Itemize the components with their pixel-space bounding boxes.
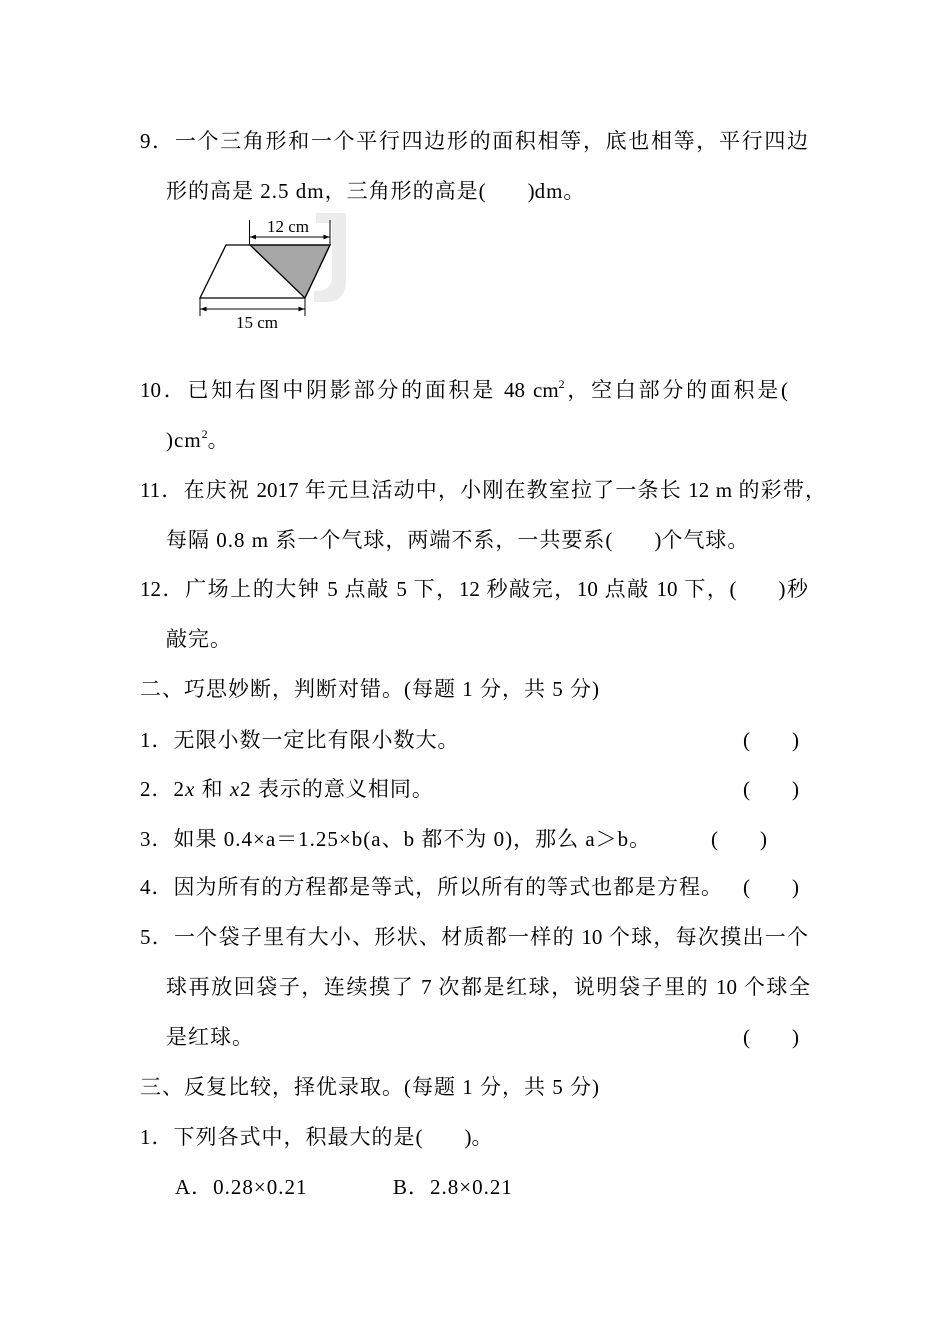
question-11-end: 个气球。: [661, 528, 750, 552]
question-9-answer-blank: ( ): [478, 179, 535, 203]
judgement-5-line-3: 是红球。: [166, 1025, 254, 1049]
item-number: 2．: [140, 777, 174, 801]
statement-text: 2 表示的意义相同。: [240, 777, 434, 801]
judgement-1: 1．无限小数一定比有限小数大。: [140, 728, 460, 752]
option-a: A．0.28×0.21: [175, 1175, 308, 1199]
question-10-text: ，空白部分的面积是(: [564, 378, 788, 402]
question-10-unit: )cm: [166, 428, 202, 452]
statement-text: 和: [195, 777, 230, 801]
question-10-text: 10．已知右图中阴影部分的面积是 48 cm: [140, 378, 559, 402]
question-10-line-1: [140, 378, 788, 402]
question-12-line-2: 敲完。: [166, 627, 232, 651]
judgement-5-answer-blank: ( ): [743, 1025, 799, 1049]
question-9-line-1: 9．一个三角形和一个平行四边形的面积相等，底也相等，平行四边: [140, 129, 808, 153]
judgement-3: 3．如果 0.4×a＝1.25×b(a、b 都不为 0)，那么 a＞b。: [140, 827, 652, 851]
choice-answer-blank: ( ): [415, 1125, 472, 1149]
variable-x: x: [229, 777, 241, 801]
expression-text: 2: [173, 777, 185, 801]
question-11-answer-blank: ( ): [605, 528, 662, 552]
judgement-2-answer-blank: ( ): [743, 777, 799, 801]
arrowhead: [324, 235, 330, 240]
question-12-text: 12．广场上的大钟 5 点敲 5 下，12 秒敲完，10 点敲 10 下，: [140, 577, 730, 601]
choice-question-text: 1．下列各式中，积最大的是: [140, 1125, 416, 1149]
judgement-2: [140, 777, 434, 801]
judgement-5-line-1: 5．一个袋子里有大小、形状、材质都一样的 10 个球，每次摸出一个: [140, 925, 808, 949]
superscript-2: 2: [558, 377, 565, 391]
question-10-line-2: [166, 428, 230, 452]
parallelogram-figure: [190, 205, 360, 335]
judgement-4: 4．因为所有的方程都是等式，所以所有的等式也都是方程。: [140, 875, 722, 899]
question-12-line-1: [140, 577, 808, 601]
arrowhead: [201, 307, 207, 312]
arrowhead: [250, 235, 256, 240]
option-b: B．2.8×0.21: [393, 1175, 513, 1199]
bottom-length-label: 15 cm: [235, 313, 279, 332]
question-11-text: 每隔 0.8 m 系一个气球，两端不系，一共要系: [166, 528, 606, 552]
question-10-end: 。: [207, 428, 230, 452]
question-12-answer-blank: ( ): [729, 577, 786, 601]
arrowhead: [299, 307, 305, 312]
section-2-heading: 二、巧思妙断，判断对错。(每题 1 分，共 5 分): [140, 677, 600, 701]
choice-question-1: [140, 1125, 494, 1149]
question-9-unit: dm。: [534, 179, 586, 203]
section-3-heading: 三、反复比较，择优录取。(每题 1 分，共 5 分): [140, 1075, 600, 1099]
judgement-4-answer-blank: ( ): [743, 875, 799, 899]
judgement-1-answer-blank: ( ): [743, 728, 799, 752]
variable-x: x: [185, 777, 196, 801]
question-9-line-2: [166, 179, 585, 203]
judgement-5-line-2: 球再放回袋子，连续摸了 7 次都是红球，说明袋子里的 10 个球全: [166, 975, 810, 999]
question-12-unit: 秒: [785, 577, 809, 601]
superscript-2: 2: [201, 427, 208, 441]
question-11-line-2: [166, 528, 749, 552]
question-11-line-1: 11．在庆祝 2017 年元旦活动中，小刚在教室拉了一条长 12 m 的彩带，: [140, 478, 826, 502]
top-length-label: 12 cm: [266, 217, 310, 236]
question-9-text: 形的高是 2.5 dm，三角形的高是: [166, 179, 479, 203]
judgement-3-answer-blank: ( ): [711, 827, 767, 851]
choice-question-end: 。: [471, 1125, 494, 1149]
